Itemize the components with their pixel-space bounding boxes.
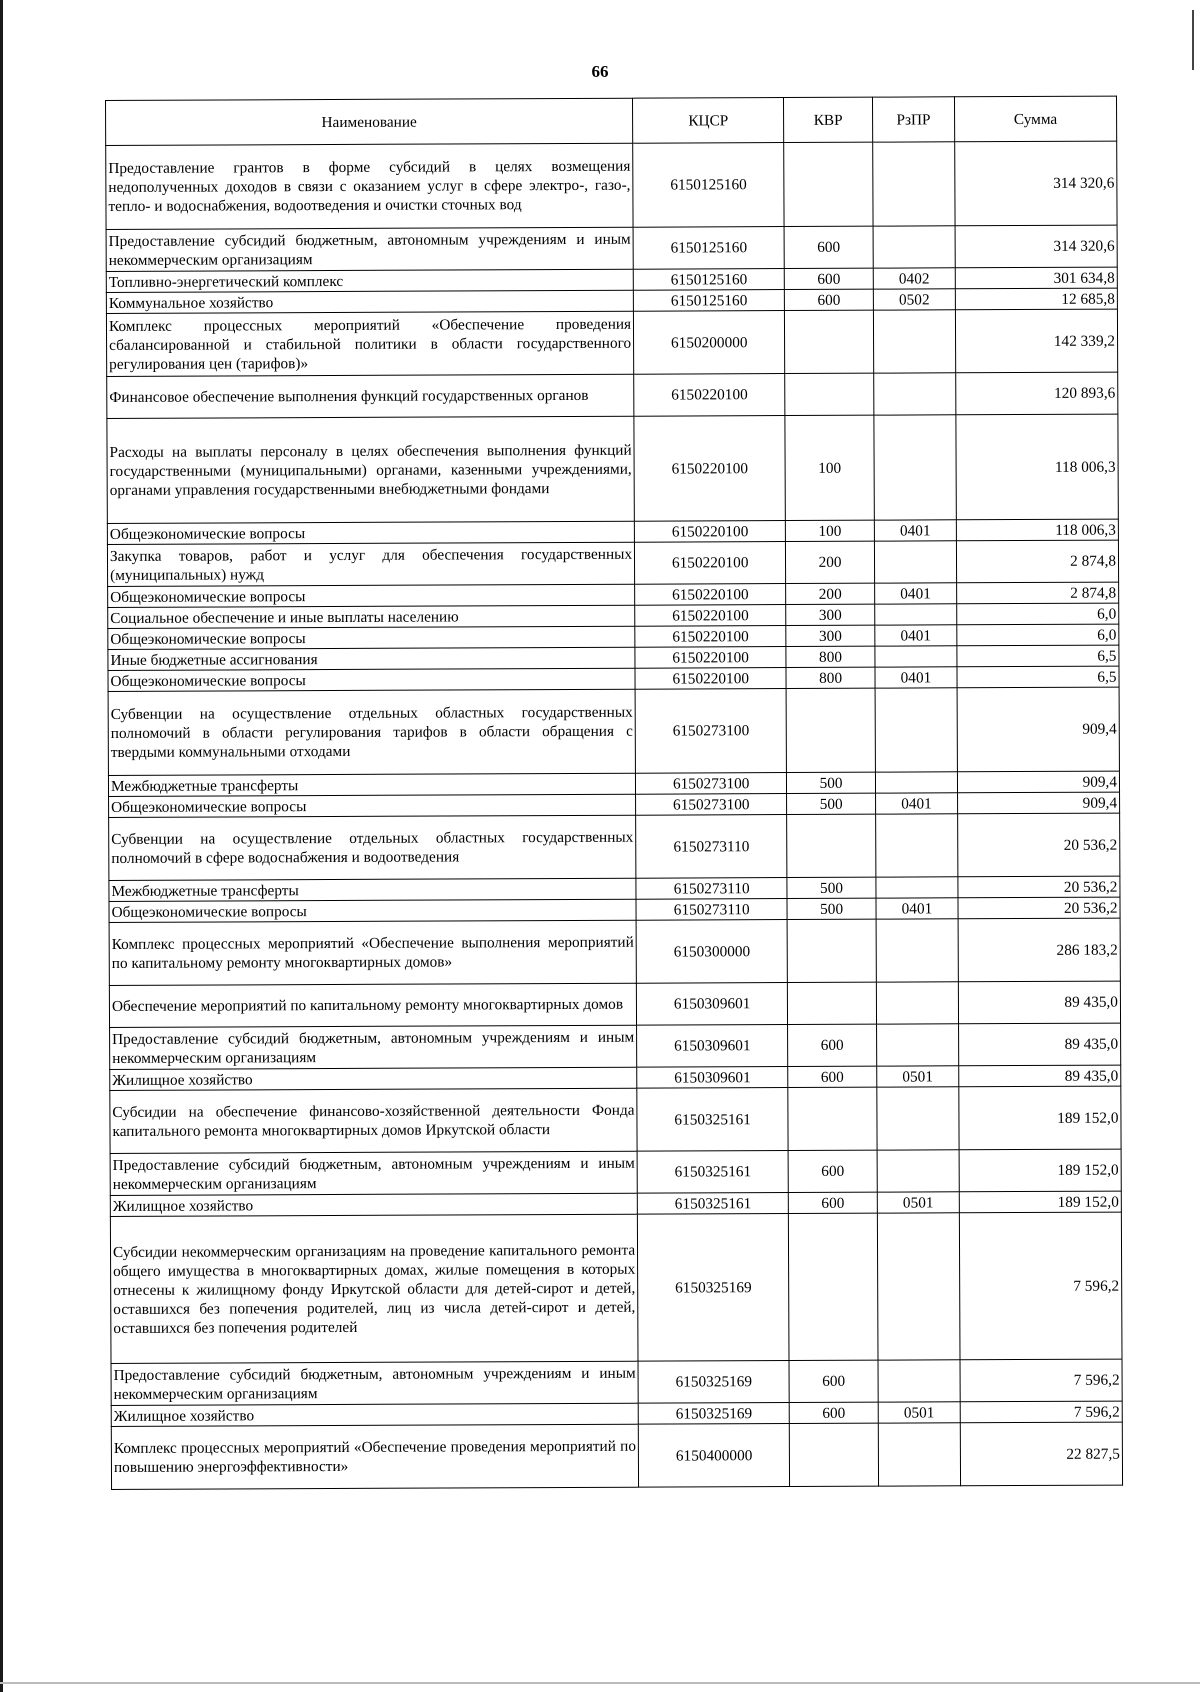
cell-kcsr: 6150125160 <box>633 143 785 228</box>
cell-name: Субсидии некоммерческим организациям на проведение капитального ремонта общего имущества в многоквартирных домах, жилые помещения в которых отнесены к жилищному фонду Иркутской области для детей-сирот и детей, оставшихся без попечения родителей, лиц из числа детей-сирот и детей, оставшихся без попечения родителей <box>110 1214 638 1363</box>
cell-rzpr: 0401 <box>875 793 957 814</box>
header-kvr: КВР <box>784 97 873 142</box>
table-row <box>110 1023 1121 1069</box>
cell-rzpr: 0401 <box>874 583 956 604</box>
cell-sum: 2 874,8 <box>957 582 1119 604</box>
cell-kvr: 600 <box>789 1402 878 1423</box>
cell-rzpr <box>877 1150 959 1192</box>
cell-kcsr: 6150220100 <box>634 521 785 543</box>
cell-kvr <box>788 1087 877 1150</box>
cell-sum: 20 536,2 <box>958 876 1120 898</box>
cell-sum: 189 152,0 <box>959 1191 1121 1213</box>
cell-name: Закупка товаров, работ и услуг для обеспечения государственных (муниципальных) нужд <box>107 542 634 586</box>
cell-sum: 909,4 <box>957 792 1119 814</box>
cell-kvr <box>789 1213 878 1360</box>
cell-sum: 89 435,0 <box>958 981 1120 1024</box>
cell-kcsr: 6150300000 <box>636 920 787 984</box>
cell-rzpr <box>875 646 957 667</box>
scan-border-bottom <box>0 1682 1200 1684</box>
cell-name: Предоставление грантов в форме субсидий в целях возмещения недополученных доходов в связи с оказанием услуг в сфере электро-, газо-, тепло- и водоснабжения, водоотведения и очистки сточных вод <box>106 143 633 229</box>
cell-kcsr: 6150220100 <box>635 647 786 669</box>
cell-name: Предоставление субсидий бюджетным, автономным учреждениям и иным некоммерческим организациям <box>110 1025 637 1069</box>
table-row <box>110 1086 1121 1153</box>
cell-sum: 314 320,6 <box>955 225 1117 268</box>
cell-rzpr <box>873 310 955 373</box>
cell-sum: 142 339,2 <box>955 309 1117 373</box>
cell-name: Межбюджетные трансферты <box>109 878 636 901</box>
cell-kcsr: 6150325169 <box>637 1214 789 1362</box>
cell-kvr: 600 <box>785 268 874 289</box>
cell-sum: 189 152,0 <box>959 1086 1121 1150</box>
cell-rzpr <box>876 919 958 982</box>
cell-kcsr: 6150125160 <box>633 269 784 291</box>
cell-name: Комплекс процессных мероприятий «Обеспечение проведения сбалансированной и стабильной политики в области государственного регулирования цен (тарифов)» <box>106 311 633 376</box>
cell-sum: 7 596,2 <box>960 1359 1122 1402</box>
cell-rzpr: 0401 <box>876 898 958 919</box>
cell-sum: 12 685,8 <box>955 288 1117 310</box>
cell-name: Предоставление субсидий бюджетным, автономным учреждениям и иным некоммерческим организациям <box>110 1151 637 1195</box>
cell-sum: 909,4 <box>957 771 1119 793</box>
cell-kvr <box>787 814 876 877</box>
cell-rzpr <box>875 772 957 793</box>
cell-name: Комплекс процессных мероприятий «Обеспечение выполнения мероприятий по капитальному ремонту многоквартирных домов» <box>109 920 636 985</box>
table-row <box>109 981 1120 1027</box>
cell-kcsr: 6150273100 <box>636 773 787 795</box>
cell-rzpr <box>875 814 957 877</box>
cell-kcsr: 6150220100 <box>635 542 786 585</box>
cell-kcsr: 6150220100 <box>634 416 786 522</box>
cell-rzpr: 0501 <box>877 1192 959 1213</box>
cell-kvr <box>784 142 873 226</box>
cell-kcsr: 6150325169 <box>638 1361 789 1404</box>
table-body <box>106 141 1123 1489</box>
cell-rzpr <box>874 415 957 520</box>
cell-kvr <box>790 1423 879 1486</box>
cell-name: Субвенции на осуществление отдельных областных государственных полномочий в сфере водоснабжения и водоотведения <box>109 815 636 880</box>
cell-kvr <box>786 688 875 772</box>
cell-name: Общеэкономические вопросы <box>109 899 636 922</box>
cell-kvr: 600 <box>788 1150 877 1192</box>
cell-kcsr: 6150325169 <box>638 1403 789 1425</box>
cell-sum: 909,4 <box>957 687 1119 772</box>
table-row <box>106 225 1117 271</box>
cell-name: Комплекс процессных мероприятий «Обеспечение проведения мероприятий по повышению энергоэффективности» <box>111 1424 638 1489</box>
cell-name: Иные бюджетные ассигнования <box>108 647 635 670</box>
cell-rzpr <box>875 688 957 772</box>
table-row <box>111 1359 1122 1405</box>
cell-sum: 20 536,2 <box>958 813 1120 877</box>
cell-name: Финансовое обеспечение выполнения функций государственных органов <box>107 374 634 418</box>
cell-kvr: 500 <box>787 898 876 919</box>
cell-sum: 314 320,6 <box>955 141 1117 226</box>
table-row <box>106 309 1117 376</box>
cell-rzpr <box>873 142 955 226</box>
cell-kcsr: 6150200000 <box>634 311 785 375</box>
cell-kvr: 200 <box>786 583 875 604</box>
cell-kcsr: 6150325161 <box>637 1193 788 1215</box>
cell-kcsr: 6150325161 <box>637 1088 788 1152</box>
cell-kcsr: 6150273100 <box>636 794 787 816</box>
cell-kcsr: 6150400000 <box>638 1424 789 1488</box>
header-sum: Сумма <box>954 96 1116 142</box>
table-row <box>110 1149 1121 1195</box>
cell-kvr: 100 <box>785 415 874 520</box>
cell-kvr: 600 <box>789 1192 878 1213</box>
header-kcsr: КЦСР <box>633 98 784 144</box>
cell-sum: 89 435,0 <box>958 1023 1120 1066</box>
cell-kcsr: 6150273110 <box>636 878 787 900</box>
cell-sum: 6,0 <box>957 624 1119 646</box>
cell-rzpr <box>873 226 955 268</box>
cell-kvr: 200 <box>786 541 875 583</box>
cell-rzpr <box>876 1024 958 1066</box>
cell-rzpr <box>877 1087 959 1150</box>
cell-kcsr: 6150273110 <box>636 815 787 879</box>
cell-rzpr <box>874 373 956 415</box>
cell-kvr: 500 <box>787 793 876 814</box>
table-row <box>111 1422 1122 1489</box>
cell-sum: 7 596,2 <box>960 1401 1122 1423</box>
cell-rzpr <box>875 604 957 625</box>
cell-kvr: 300 <box>786 604 875 625</box>
cell-kvr <box>788 982 877 1024</box>
cell-rzpr <box>878 1423 960 1486</box>
cell-sum: 118 006,3 <box>956 519 1118 541</box>
cell-rzpr: 0501 <box>878 1402 960 1423</box>
cell-kvr: 500 <box>787 772 876 793</box>
cell-kvr: 600 <box>784 226 873 268</box>
cell-kvr: 100 <box>786 520 875 541</box>
cell-sum: 301 634,8 <box>955 267 1117 289</box>
cell-sum: 120 893,6 <box>956 372 1118 415</box>
cell-sum: 20 536,2 <box>958 897 1120 919</box>
table-row <box>107 414 1118 523</box>
table-row <box>107 540 1118 586</box>
table-row <box>109 813 1120 880</box>
table-row <box>109 918 1120 985</box>
cell-name: Коммунальное хозяйство <box>106 290 633 313</box>
header-rzpr: РзПР <box>872 97 954 142</box>
cell-kcsr: 6150125160 <box>633 290 784 312</box>
cell-kcsr: 6150273100 <box>635 689 787 774</box>
cell-kcsr: 6150125160 <box>633 227 784 270</box>
cell-rzpr <box>876 982 958 1024</box>
cell-rzpr: 0401 <box>875 667 957 688</box>
cell-name: Межбюджетные трансферты <box>108 773 635 796</box>
cell-name: Субсидии на обеспечение финансово-хозяйственной деятельности Фонда капитального ремонта многоквартирных домов Иркутской области <box>110 1088 637 1153</box>
cell-kcsr: 6150309601 <box>636 983 787 1026</box>
cell-sum: 89 435,0 <box>959 1065 1121 1087</box>
cell-sum: 6,5 <box>957 645 1119 667</box>
cell-kvr <box>787 919 876 982</box>
scan-border-right <box>1192 10 1194 70</box>
cell-kvr <box>785 310 874 373</box>
cell-kcsr: 6150220100 <box>635 584 786 606</box>
cell-name: Жилищное хозяйство <box>110 1193 637 1216</box>
cell-rzpr: 0401 <box>874 520 956 541</box>
cell-name: Социальное обеспечение и иные выплаты населению <box>108 605 635 628</box>
cell-rzpr: 0402 <box>873 268 955 289</box>
cell-sum: 286 183,2 <box>958 918 1120 982</box>
cell-kcsr: 6150220100 <box>635 626 786 648</box>
table-row <box>108 687 1119 775</box>
cell-kvr <box>785 373 874 415</box>
cell-sum: 6,0 <box>957 603 1119 625</box>
table-row <box>110 1212 1122 1363</box>
cell-kcsr: 6150220100 <box>634 374 785 417</box>
cell-kvr: 500 <box>787 877 876 898</box>
page-number: 66 <box>591 62 609 81</box>
cell-rzpr <box>878 1360 960 1402</box>
cell-rzpr <box>877 1213 960 1360</box>
cell-name: Общеэкономические вопросы <box>108 584 635 607</box>
cell-name: Общеэкономические вопросы <box>109 794 636 817</box>
cell-name: Обеспечение мероприятий по капитальному ремонту многоквартирных домов <box>109 983 636 1027</box>
header-name: Наименование <box>106 98 633 145</box>
cell-sum: 2 874,8 <box>956 540 1118 583</box>
cell-kvr: 600 <box>785 289 874 310</box>
cell-name: Общеэкономические вопросы <box>108 626 635 649</box>
table-header-row <box>106 96 1117 145</box>
cell-kvr: 800 <box>786 667 875 688</box>
table-row <box>106 141 1117 229</box>
cell-sum: 7 596,2 <box>959 1212 1122 1360</box>
cell-kvr: 600 <box>788 1066 877 1087</box>
cell-name: Субвенции на осуществление отдельных областных государственных полномочий в области регулирования тарифов в области обращения с твердыми коммунальными отходами <box>108 689 635 775</box>
cell-sum: 118 006,3 <box>956 414 1119 520</box>
cell-kcsr: 6150309601 <box>637 1025 788 1068</box>
cell-kcsr: 6150325161 <box>637 1151 788 1194</box>
scan-border-left <box>0 0 3 1692</box>
cell-name: Топливно-энергетический комплекс <box>106 269 633 292</box>
cell-name: Жилищное хозяйство <box>110 1067 637 1090</box>
cell-name: Предоставление субсидий бюджетным, автономным учреждениям и иным некоммерческим организациям <box>106 227 633 271</box>
cell-kvr: 300 <box>786 625 875 646</box>
cell-sum: 22 827,5 <box>960 1422 1122 1486</box>
cell-rzpr <box>876 877 958 898</box>
cell-sum: 189 152,0 <box>959 1149 1121 1192</box>
cell-name: Общеэкономические вопросы <box>107 521 634 544</box>
cell-name: Общеэкономические вопросы <box>108 668 635 691</box>
cell-kvr: 600 <box>788 1024 877 1066</box>
cell-rzpr <box>874 541 956 583</box>
cell-kvr: 800 <box>786 646 875 667</box>
cell-kcsr: 6150220100 <box>635 605 786 627</box>
cell-rzpr: 0501 <box>877 1066 959 1087</box>
cell-name: Предоставление субсидий бюджетным, автономным учреждениям и иным некоммерческим организациям <box>111 1361 638 1405</box>
table-row <box>107 372 1118 418</box>
cell-name: Жилищное хозяйство <box>111 1403 638 1426</box>
cell-kcsr: 6150220100 <box>635 668 786 690</box>
budget-table <box>105 96 1123 1490</box>
cell-name: Расходы на выплаты персоналу в целях обеспечения выполнения функций государственными (муниципальными) органами, казенными учреждениями, органами управления государственными внебюджетными фондами <box>107 416 635 523</box>
cell-kcsr: 6150273110 <box>636 899 787 921</box>
cell-rzpr: 0401 <box>875 625 957 646</box>
cell-kcsr: 6150309601 <box>637 1067 788 1089</box>
cell-kvr: 600 <box>789 1360 878 1402</box>
cell-sum: 6,5 <box>957 666 1119 688</box>
cell-rzpr: 0502 <box>873 289 955 310</box>
